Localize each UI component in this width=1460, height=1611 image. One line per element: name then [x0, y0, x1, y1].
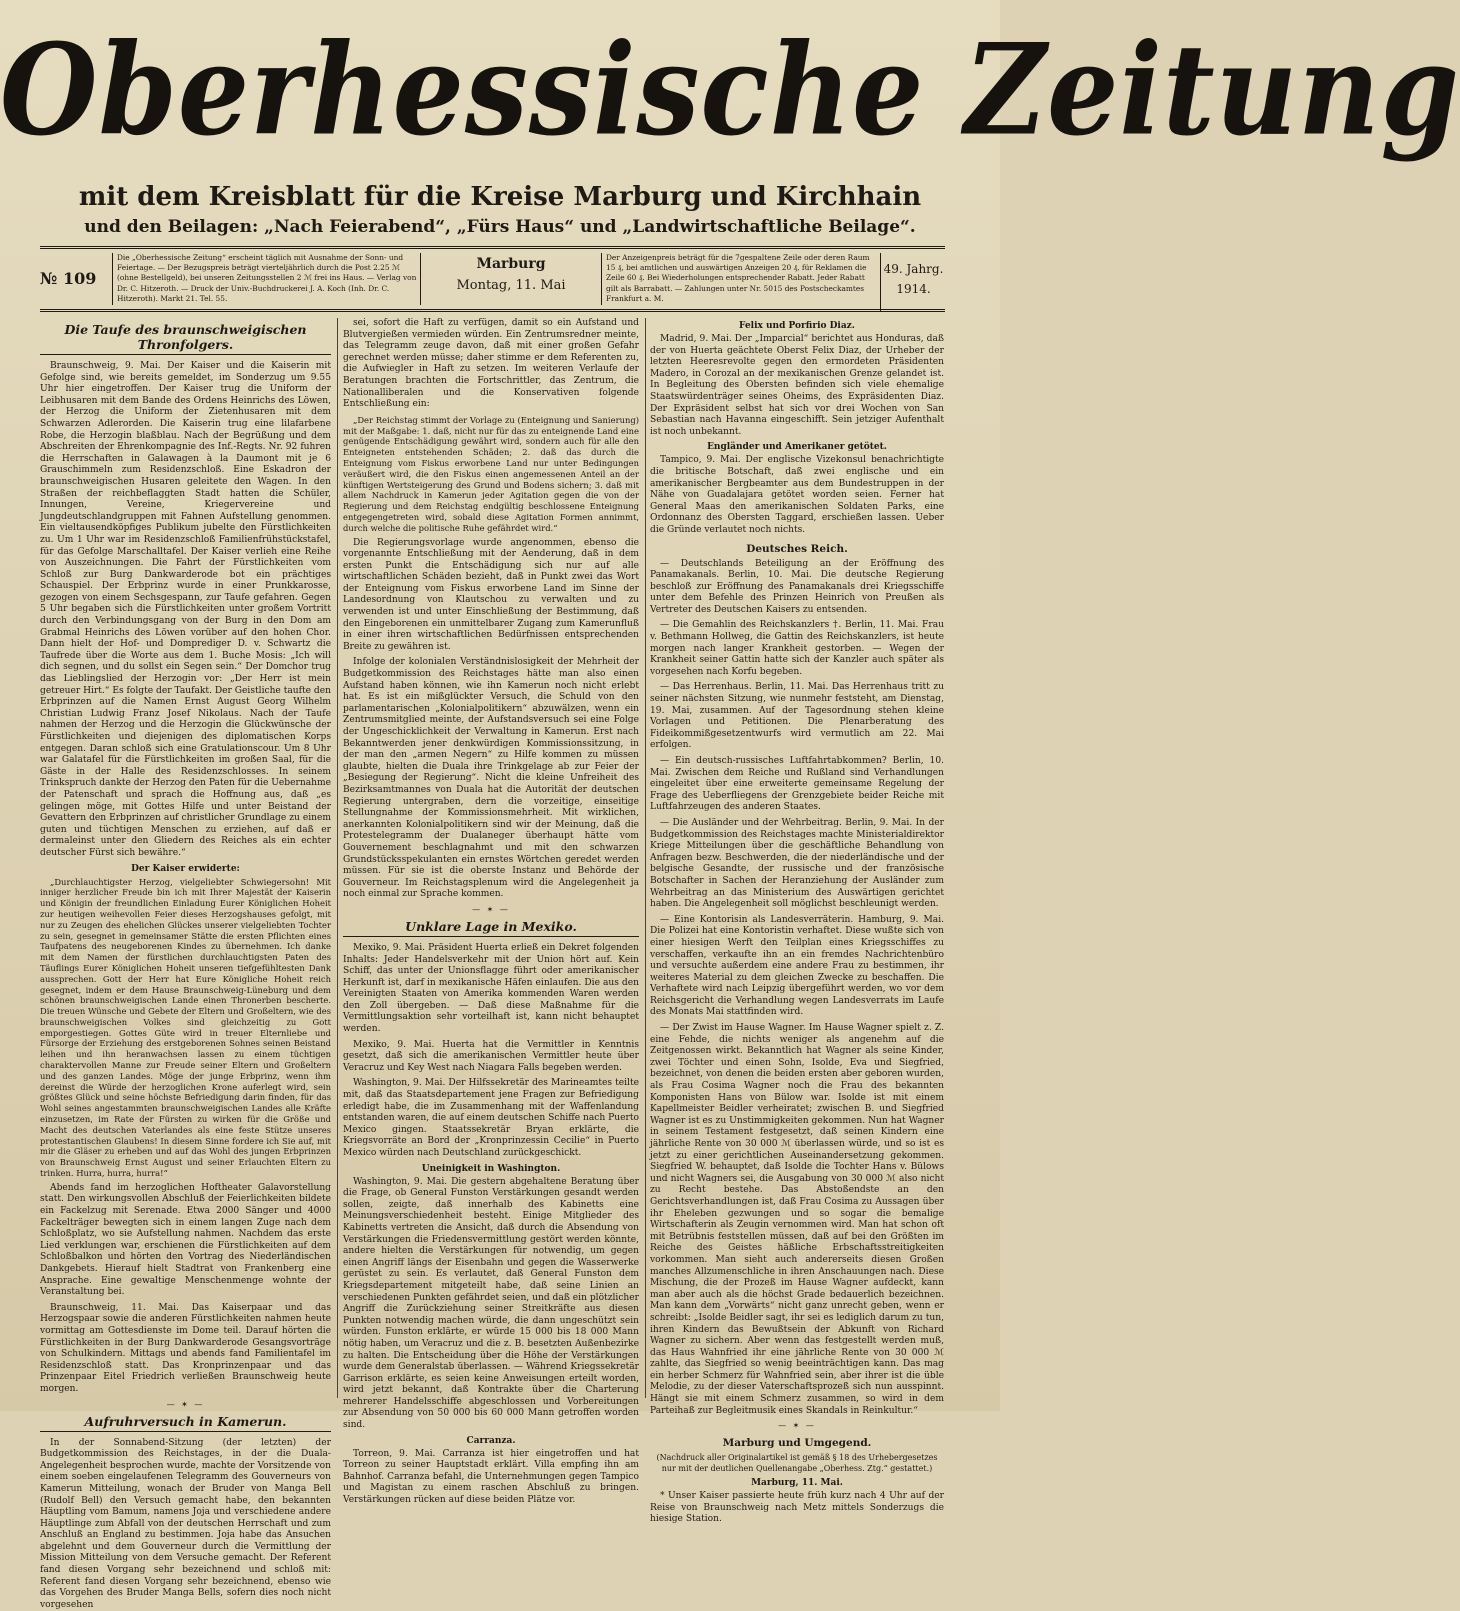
subheading-englaender: Engländer und Amerikaner getötet.	[707, 442, 887, 453]
subscription-notice: Die „Oberhessische Zeitung“ erscheint täglich mit Ausnahme der Sonn- und Feiertage. — Der Bezugspreis beträgt vierteljährlich durch die Post 2.25 ℳ (ohne Bestellgeld), bei unseren Zeitungsstellen 2 ℳ frei ins Haus. — Verlag von Dr. C. Hitzeroth. — Druck der Univ.-Buchdruckerei J. A. Koch (Inh. Dr. C. Hitzeroth). Markt 21. Tel. 55.	[112, 253, 417, 305]
headline-taufe: Die Taufe des braunschweigischen Thronfolgers.	[40, 322, 331, 355]
subheading-felix-diaz: Felix und Porfirio Diaz.	[739, 321, 855, 331]
article-paragraph: Washington, 9. Mai. Der Hilfssekretär des Marineamtes teilte mit, daß das Staatsdepartement jene Fragen zur Befriedigung erledigt habe, die im Zusammenhang mit der Waffenlandung entstanden waren, die auf einem deutschen Schiffe nach Puerto Mexico gingen. Staatssekretär Bryan erklärte, die Kriegsvorräte an Bord der „Kronprinzessin Cecilie“ in Puerto Mexico würden nach Deutschland zurückgeschickt.	[343, 1078, 639, 1159]
article-paragraph: In der Sonnabend-Sitzung (der letzten) der Budgetkommission des Reichstages, in der die Duala-Angelegenheit besprochen wurde, machte der Vorsitzende von einem soeben eingelaufenen Telegramm des Gouverneurs von Kamerun Mitteilung, wonach der Bruder von Manga Bell (Rudolf Bell) den Versuch gemacht habe, den bekannten Häuptling vom Bamum, namens Joja und verschiedene andere Häuptlinge zum Abfall von der deutschen Herrschaft und zum Anschluß an England zu bestimmen. Joja habe das Ansuchen abgelehnt und dem Gouverneur durch die Vermittlung der Mission Mitteilung von dem Versuche gemacht. Der Referent fand diesen Vorgang sehr bezeichnend und schloß mit: Referent fand diesen Vorgang sehr bezeichnend, ebenso wie das Vorgehen des Bruder Manga Bells, sofern dies noch nicht vorgesehen	[40, 1437, 331, 1610]
article-paragraph: Abends fand im herzoglichen Hoftheater Galavorstellung statt. Den wirkungsvollen Abschluß der Feierlichkeiten bildete ein Fackelzug mit Serenade. Etwa 2000 Sänger und 4000 Fackelträger bewegten sich in einem langen Zuge nach dem Schloßplatz, wo sie Aufstellung nahmen. Nachdem das erste Lied verklungen war, erschienen die Fürstlichkeiten auf dem Schloßbalkon und hörten den Vortrag des Niederländischen Dankgebets. Hierauf hielt Stadtrat von Frankenberg eine Ansprache. Eine gewaltige Menschenmenge wohnte der Veranstaltung bei.	[40, 1182, 331, 1298]
headline-deutsches-reich: Deutsches Reich.	[746, 542, 848, 555]
issue-info-bar	[40, 246, 945, 312]
volume-number: 49. Jahrg.	[883, 262, 944, 276]
article-paragraph: Madrid, 9. Mai. Der „Imparcial“ berichtet aus Honduras, daß der von Huerta geächtete Oberst Felix Diaz, der Urheber der letzten Heeresrevolte gegen den ermordeten Präsidenten Madero, in Corozal an der mexikanischen Grenze gelandet ist. In Begleitung des Obersten befinden sich viele ehemalige Staatswürdenträger seines Oheims, des Expräsidenten Diaz. Der Expräsident selbst hat sich vor drei Wochen von San Sebastian nach Havanna eingeschifft. Sein jetziger Aufenthalt ist noch unbekannt.	[650, 334, 944, 437]
headline-mexiko: Unklare Lage in Mexiko.	[343, 919, 639, 937]
subheading-kaiser: Der Kaiser erwiderte:	[131, 863, 240, 874]
dateline-box	[420, 253, 602, 305]
issue-date: Montag, 11. Mai	[456, 278, 566, 293]
article-paragraph: — Der Zwist im Hause Wagner. Im Hause Wagner spielt z. Z. eine Fehde, die nichts weniger als angenehm auf die Zeitgenossen wirkt. Bekanntlich hat Wagner als seine Kinder, zwei Töchter und einen Sohn, Isolde, Eva und Siegfried, bezeichnet, von denen die beiden ersten aber geboren wurden, als Frau Cosima Wagner noch die Frau des bekannten Komponisten Hans von Bülow war. Isolde ist mit einem Kapellmeister Beidler verheiratet; zwischen B. und Siegfried Wagner ist es zu Unstimmigkeiten gekommen. Nun hat Wagner in seinem Testament festgesetzt, daß seinen Kindern eine jährliche Rente von 30 000 ℳ überlassen würde, und so ist es jetzt zu einer gerichtlichen Auseinandersetzung gekommen. Siegfried W. behauptet, daß Isolde die Tochter Hans v. Bülows und nicht Wagners sei, die Ausgabung von 30 000 ℳ also nicht zu Recht bestehe. Das Abstoßendste an den Gerichtsverhandlungen ist, daß Frau Cosima zu Aussagen über ihr Eheleben gezwungen und so sogar die bemalige Wirtschafterin als Zeugin vernommen wird. Man hat schon oft mit Betrübnis feststellen müssen, daß auf bei den Größten im Reiche des Geistes häßliche Erbschaftsstreitigkeiten vorkommen. Man sieht auch andererseits diesen Großen manches Allzumenschliche in ihren Anschauungen nach. Diese Mischung, die der Prozeß im Hause Wagner aufdeckt, kann man aber auch als die höchst Grade bedauerlich bezeichnen. Man kann dem „Vorwärts“ nicht ganz unrecht geben, wenn er schreibt: „Isolde Beidler sagt, ihr sei es lediglich darum zu tun, ihren Kindern das Bewußtsein der Abkunft von Richard Wagner zu sichern. Aber wenn das festgestellt werden muß, das Haus Wahnfried ihr eine jährliche Rente von 30 000 ℳ zahlte, das Siegfried so wenig beeinträchtigen kann. Das mag ein herber Schmerz für Wahnfried sein, aber ihrer ist die üble Melodie, zu der dieser Vaterschaftsprozeß sich nun ausspinnt. Hängt sie mit einem Schmerz zusammen, so wird in dem Parteihaß zur Begleitmusik eines Skandals in Reinkultur.“	[650, 1023, 944, 1416]
article-paragraph: Mexiko, 9. Mai. Huerta hat die Vermittler in Kenntnis gesetzt, daß sich die amerikanischen Vermittler heute über Veracruz und Key West nach Niagara Falls begeben werden.	[343, 1039, 639, 1073]
masthead-subtitle: mit dem Kreisblatt für die Kreise Marburg und Kirchhain	[78, 182, 922, 212]
article-paragraph: „Der Reichstag stimmt der Vorlage zu (Enteignung und Sanierung) mit der Maßgabe: 1. daß, nicht nur für das zu enteignende Land eine genügende Entschädigung gewährt wird, sondern auch für alle den Enteigneten entstehenden Schäden; 2. daß das durch die Enteignung vom Fiskus erworbene Land nur unter Bedingungen veräußert wird, die den Fiskus einen angemessenen Anteil an der künftigen Wertsteigerung des Grund und Bodens sichern; 3. daß mit allem Nachdruck in Kamerun jeder Agitation gegen die von der Regierung und dem Reichstag endgültig beschlossene Enteignung entgegengetreten wird, sobald diese Agitation Formen annimmt, durch welche die politische Ruhe gefährdet wird.“	[343, 414, 639, 533]
advertising-notice: Der Anzeigenpreis beträgt für die 7gespaltene Zeile oder deren Raum 15 ₰, bei amtlichen und auswärtigen Anzeigen 20 ₰, für Reklamen die Zeile 60 ₰. Bei Wiederholungen entsprechender Rabatt. Jeder Rabatt gilt als Barrabatt. — Zahlungen unter Nr. 5015 des Postscheckamtes Frankfurt a. M.	[606, 253, 870, 303]
headline-marburg: Marburg und Umgegend.	[722, 1437, 872, 1450]
article-paragraph: Tampico, 9. Mai. Der englische Vizekonsul benachrichtigte die britische Botschaft, daß zwei englische und ein amerikanischer Bergbeamter aus dem Bundestruppen in der Nähe von Guadalajara getötet worden seien. Ferner hat General Maas den amerikanischen Soldaten Parks, eine Ordonnanz des Obersten Taggard, erschießen lassen. Ueber die Gründe verlautet noch nichts.	[650, 455, 944, 535]
subheading-carranza: Carranza.	[466, 1435, 516, 1446]
article-paragraph: * Unser Kaiser passierte heute früh kurz nach 4 Uhr auf der Reise von Braunschweig nach Metz mittels Sonderzugs die hiesige Station.	[650, 1491, 944, 1525]
article-paragraph: — Die Ausländer und der Wehrbeitrag. Berlin, 9. Mai. In der Budgetkommission des Reichstages machte Ministerialdirektor Kriege Mitteilungen über die geschäftliche Behandlung von Anfragen bezw. Beschwerden, die der niederländische und der belgische Gesandte, der russische und der französische Botschafter in Sachen der Heranziehung der Ausländer zum Wehrbeitrag an das Ministerium des Auswärtigen gerichtet haben. Die Angelegenheit soll möglichst beschleunigt werden.	[650, 817, 944, 910]
local-dateline: Marburg, 11. Mai.	[751, 1478, 843, 1489]
column-rule	[645, 318, 646, 1398]
column-2	[343, 318, 639, 1506]
masthead-supplements: und den Beilagen: „Nach Feierabend“, „Fürs Haus“ und „Landwirtschaftliche Beilage“.	[84, 217, 916, 237]
masthead-title: Oberhessische Zeitung	[0, 17, 1460, 164]
article-paragraph: Infolge der kolonialen Verständnislosigkeit der Mehrheit der Budgetkommission des Reichstages hätte man also einen Aufstand haben können, wie ihn Kamerun noch nicht erlebt hat. Es ist ein mißglückter Versuch, die Schuld von den parlamentarischen „Kolonialpolitikern“ abzuwälzen, wenn ein Zentrumsmitglied meinte, der Aufstandsversuch sei eine Folge der Ungeschicklichkeit der Verwaltung in Kamerun. Erst nach Bekanntwerden jener denkwürdigen Kommissionssitzung, in der man den „armen Negern“ zu Hilfe kommen zu müssen glaubte, hielten die Duala ihre Trinkgelage ab zur Feier der „Besiegung der Regierung“. Nicht die kleine Unfreiheit des Bezirksamtmannes von Duala hat die Autorität der deutschen Regierung untergraben, dern die vorzeitige, einseitige Stellungnahme der Kommissionsmehrheit. Mit wirklichen, anerkannten Kolonialpolitikern sind wir der Meinung, daß die Protestelegramm der Dualaneger überhaupt hätte vom Gouvernement beschlagnahmt und mit den schwarzen Grundstücksspekulanten ein ernstes Wörtchen geredet werden müssen. Für sie ist die oberste Instanz und Behörde der Gouverneur. Im Reichstagsplenum wird die Angelegenheit ja noch einmal zur Sprache kommen.	[343, 657, 639, 900]
article-paragraph: — Eine Kontorisin als Landesverräterin. Hamburg, 9. Mai. Die Polizei hat eine Kontoristin verhaftet. Diese wußte sich von einer hiesigen Werft den Teilplan eines Kriegsschiffes zu verschaffen, verkaufte ihn an ein fremdes Nachrichtenbüro und versuchte außerdem eine andere Frau zu bestimmen, ihr weiteres Material zu dem gleichen Zwecke zu beschaffen. Die Verhaftete wird nach Leipzig übergeführt werden, wo vor dem Reichsgericht die Verhandlung wegen Landesverrats im Laufe des Monats Mai stattfinden wird.	[650, 914, 944, 1018]
article-paragraph: „Durchlauchtigster Herzog, vielgeliebter Schwiegersohn! Mit inniger herzlicher Freude bin ich mit Ihrer Majestät der Kaiserin und Königin der freundlichen Einladung Eurer Königlichen Hoheit zur heutigen weihevollen Feier dieses Herzogshauses gefolgt, mit nur zu Zeugen des ehelichen Glückes unserer vielgeliebten Tochter zu sein, gesegnet in gemeinsamer Stätte die ersten Pflichten eines Taufpatens des neugeborenen Kindes zu übernehmen. Ich danke mit dem Namen der fürstlichen durchlauchtigsten Paten des Täuflings Eurer Königlichen Hoheit unseren tiefgefühltesten Dank aussprechen. Gott der Herr hat Eure Königliche Hoheit reich gesegnet, indem er dem Hause Braunschweig-Lüneburg und dem schönen braunschweigischen Lande einen Thronerben bescherte. Die treuen Wünsche und Gebete der Eltern und Großeltern, wie des braunschweigischen Volkes sind gleichzeitig zu Gott emporgestiegen. Gottes Güte wird in treuer Elternliebe und Fürsorge der Erziehung des erstgeborenen Sohnes seinen Beistand leihen und ihn heranwachsen lassen zu einem tüchtigen charaktervollen Manne zur Freude seiner Eltern und Großeltern und des ganzen Landes. Möge der junge Erbprinz, wenn ihm dereinst die Würde der herzoglichen Krone auferlegt wird, sein größtes Glück und seine höchste Befriedigung darin finden, für das Wohl seines angestammten braunschweigischen Landes alle Kräfte einzusetzen, im Rate der Fürsten zu wirken für die Größe und Macht des deutschen Vaterlandes als eine feste Stütze unseres protestantischen Glaubens! In diesem Sinne fordere ich Sie auf, mit mir die Gläser zu erheben und auf das Wohl des jungen Erbprinzen von Braunschweig Ernst August und seiner Erlauchten Eltern zu trinken. Hurra, hurra, hurra!“	[40, 876, 331, 1179]
column-3	[650, 318, 944, 1525]
article-paragraph: Braunschweig, 9. Mai. Der Kaiser und die Kaiserin mit Gefolge sind, wie bereits gemeldet, im Sonderzug um 9.55 Uhr hier eingetroffen. Der Kaiser trug die Uniform der Leibhusaren mit dem Bande des Ordens Heinrichs des Löwen, der Herzog die Uniform der Zietenhusaren mit dem Schwarzen Adlerorden. Die Kaiserin trug eine lilafarbene Robe, die Herzogin blaßblau. Nach der Begrüßung und dem Abschreiten der Ehrenkompagnie des Inf.-Regts. Nr. 92 fuhren die Herrschaften in Galawagen à la Daumont mit je 6 Grauschimmeln zum Residenzschloß. Eine Eskadron der braunschweigischen Husaren geleitete den Wagen. In den Straßen der reichbeflaggten Stadt hatten die Schüler, Innungen, Vereine, Kriegervereine und Jungdeutschlandgruppen mit Fahnen Aufstellung genommen. Ein vieltausendköpfiges Publikum jubelte den Fürstlichkeiten zu. Um 1 Uhr war im Residenzschloß Familienfrühstückstafel, für das Gefolge Marschalltafel. Der Kaiser verlieh eine Reihe von Auszeichnungen. Die Fahrt der Fürstlichkeiten vom Schloß zur Burg Dankwarderode bot ein prächtiges Schauspiel. Der Erbprinz wurde in einer Prunkkarosse, gezogen von einem Sechsgespann, zur Taufe gefahren. Gegen 5 Uhr begaben sich die Fürstlichkeiten unter großem Vortritt durch den Verbindungsgang von der Burg in den Dom am Grabmal Heinrichs des Löwen vorüber auf den hohen Chor. Dann hielt der Hof- und Domprediger D. v. Schwartz die Taufrede über die Worte aus dem 1. Buche Mosis: „Ich will dich segnen, und du sollst ein Segen sein.“ Der Domchor trug das Lieblingslied der Herzogin vor: „Der Herr ist mein getreuer Hirt.“ Es folgte der Taufakt. Der Geistliche taufte den Erbprinzen auf die Namen Ernst August Georg Wilhelm Christian Ludwig Franz Josef Nikolaus. Nach der Taufe nahmen der Herzog und die Herzogin die Glückwünsche der Fürstlichkeiten und diejenigen des diplomatischen Korps entgegen. Daran schloß sich eine Gratulationscour. Um 8 Uhr war Galatafel für die Fürstlichkeiten im großen Saal, für die Gäste in der Halle des Residenzschlosses. In seinem Trinkspruch dankte der Herzog den Paten für die Uebernahme der Patenschaft und sprach die Hoffnung aus, daß „es gelingen möge, mit Gottes Hilfe und unter Beistand der Gevattern den Erbprinzen auf christlicher Grundlage zu einem guten und tüchtigen Menschen zu erziehen, auf daß er dermaleinst unter den Gliedern des Reiches als ein echter deutscher Fürst sich bewähre.“	[40, 361, 331, 858]
headline-kamerun: Aufruhrversuch in Kamerun.	[40, 1414, 331, 1432]
subheading-uneinigkeit: Uneinigkeit in Washington.	[421, 1163, 561, 1174]
article-paragraph: Die Regierungsvorlage wurde angenommen, ebenso die vorgenannte Entschließung mit der Aenderung, daß in dem ersten Punkt die Entschädigung sich nur auf alle wirtschaftlichen Schäden bezieht, daß in Punkt zwei das Wort der Enteignung vom Fiskus erworbene Land im Sinne der Landesordnung von Klautschou zu verwalten und zu verwenden ist und unter Einschließung der Bestimmung, daß den Eingeborenen ein unmittelbarer Zugang zum Kamerunfluß in einer ihren wirtschaftlichen Bedürfnissen entsprechenden Breite zu gewähren ist.	[343, 537, 639, 652]
article-paragraph: — Ein deutsch-russisches Luftfahrtabkommen? Berlin, 10. Mai. Zwischen dem Reiche und Rußland sind Verhandlungen eingeleitet über eine erweiterte gemeinsame Regelung der Frage des Ueberfliegens der Grenzgebiete beider Reiche mit Luftfahrzeugen des anderen Staates.	[650, 756, 944, 813]
reprint-note: (Nachdruck aller Originalartikel ist gemäß § 18 des Urhebergesetzes nur mit der deutlichen Quellenangabe „Oberhess. Ztg.“ gestattet.)	[656, 1453, 938, 1473]
article-paragraph: — Das Herrenhaus. Berlin, 11. Mai. Das Herrenhaus tritt zu seiner nächsten Sitzung, wie nunmehr feststeht, am Dienstag, 19. Mai, zusammen. Auf der Tagesordnung stehen kleine Vorlagen und Petitionen. Die Plenarberatung des Fideikommißgesetzentwurfs wird vermutlich am 22. Mai erfolgen.	[650, 682, 944, 751]
column-rule	[337, 318, 338, 1398]
article-paragraph: Braunschweig, 11. Mai. Das Kaiserpaar und das Herzogspaar sowie die anderen Fürstlichkeiten nahmen heute vormittag am Gottesdienste im Dome teil. Darauf hörten die Fürstlichkeiten in der Burg Dankwarderode Gesangsvorträge von Schulkindern. Mittags und abends fand Familientafel im Residenzschloß statt. Das Kronprinzenpaar und das Prinzenpaar Eitel Friedrich verließen Braunschweig heute morgen.	[40, 1302, 331, 1394]
volume-box	[880, 253, 946, 311]
article-paragraph: Torreon, 9. Mai. Carranza ist hier eingetroffen und hat Torreon zu seiner Hauptstadt erklärt. Villa empfing ihn am Bahnhof. Carranza befahl, die Unternehmungen gegen Tampico und Magistan zu einem raschen Abschluß zu bringen. Verstärkungen rücken auf diese beiden Plätze vor.	[343, 1448, 639, 1506]
issue-number: № 109	[40, 269, 97, 288]
article-paragraph: Washington, 9. Mai. Die gestern abgehaltene Beratung über die Frage, ob General Funston Verstärkungen gesandt werden sollen, zeigte, daß innerhalb des Kabinetts eine Meinungsverschiedenheit besteht. Einige Mitglieder des Kabinetts vertreten die Ansicht, daß durch die Absendung von Verstärkungen die Friedensvermittlung gestört werden könnte, andere hielten die Verstärkungen für notwendig, um gegen einen Angriff längs der Eisenbahn und gegen die Wasserwerke gerüstet zu sein. Es verlautet, daß General Funston dem Kriegsdepartement mitgeteilt habe, daß seine Linien an verschiedenen Punkten gefährdet seien, und daß ein plötzlicher Angriff die Zurückziehung seiner Streitkräfte aus diesen Punkten notwendig machen würde, die dann ungeschützt sein würden. Funston erklärte, er würde 15 000 bis 18 000 Mann nötig haben, um Veracruz und die z. B. besetzten Außenbezirke zu halten. Die Entscheidung über die Höhe der Verstärkungen wurde dem Generalstab überlassen. — Während Kriegssekretär Garrison erklärte, es seien keine Anweisungen erteilt worden, wird jetzt bekannt, daß Kontrakte über die Charterung mehrerer Handelsschiffe abgeschlossen und Vorbereitungen zur Absendung von 50 000 bis 60 000 Mann getroffen worden sind.	[343, 1176, 639, 1431]
volume-year: 1914.	[896, 282, 931, 296]
section-divider: — ✶ —	[166, 1399, 205, 1409]
column-1	[40, 318, 331, 1610]
issue-city: Marburg	[476, 256, 546, 272]
article-paragraph: — Die Gemahlin des Reichskanzlers †. Berlin, 11. Mai. Frau v. Bethmann Hollweg, die Gattin des Reichskanzlers, ist heute morgen nach langer Krankheit gestorben. — Wegen der Krankheit seiner Gattin hatte sich der Kanzler auch später als vorgesehen nach Korfu begeben.	[650, 620, 944, 677]
article-paragraph: — Deutschlands Beteiligung an der Eröffnung des Panamakanals. Berlin, 10. Mai. Die deutsche Regierung beschloß zur Eröffnung des Panamakanals drei Kriegsschiffe unter dem Befehle des Prinzen Heinrich von Preußen als Vertreter des Deutschen Kaisers zu entsenden.	[650, 558, 944, 615]
section-divider: — ✶ —	[778, 1421, 816, 1431]
article-paragraph: Mexiko, 9. Mai. Präsident Huerta erließ ein Dekret folgenden Inhalts: Jeder Handelsverkehr mit der Union hört auf. Kein Schiff, das unter der Unionsflagge führt oder amerikanischer Herkunft ist, darf in mexikanische Häfen einlaufen. Die aus den Vereinigten Staaten von Amerika kommenden Waren werden den Zoll übergeben. — Daß diese Maßnahme für die Vermittlungsaktion sehr vorteilhaft ist, kann nicht behauptet werden.	[343, 942, 639, 1035]
section-divider: — ✶ —	[472, 904, 510, 914]
article-paragraph: sei, sofort die Haft zu verfügen, damit so ein Aufstand und Blutvergießen vermieden würden. Ein Zentrumsredner meinte, das Telegramm zeuge davon, daß mit einer großen Gefahr gerechnet werden müsse; daher stimme er dem Referenten zu, die Aufwiegler in Haft zu setzen. Im weiteren Verlaufe der Beratungen brachten die Fortschrittler, das Zentrum, die Nationalliberalen und die Konservativen folgende Entschließung ein:	[343, 318, 639, 410]
